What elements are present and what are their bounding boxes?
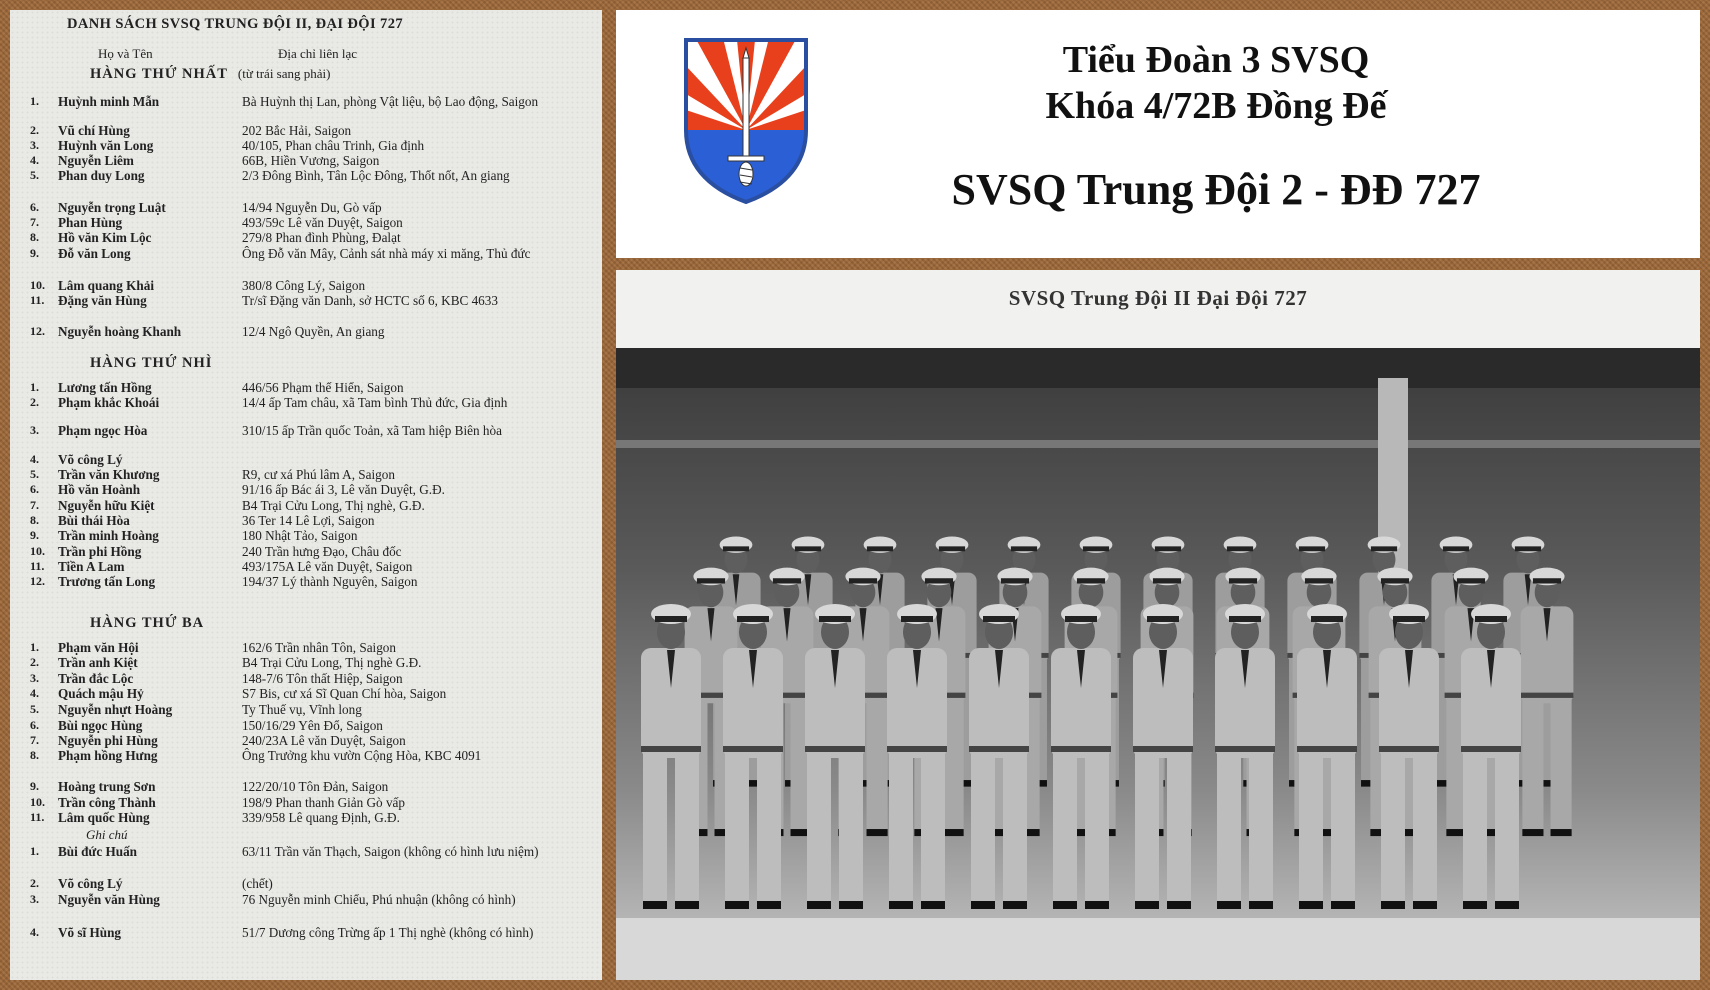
row-number: 5. (30, 702, 39, 716)
row-number: 2. (30, 876, 39, 890)
notes-heading: Ghi chú (86, 827, 128, 842)
cadet-name: Phạm khắc Khoái (58, 395, 160, 410)
cadet-name: Võ công Lý (58, 876, 123, 891)
row-number: 10. (30, 544, 45, 558)
cadet-name: Vũ chí Hùng (58, 123, 130, 138)
section-heading (90, 355, 212, 372)
contact-address: R9, cư xá Phú lâm A, Saigon (242, 467, 395, 482)
cadet-name: Trần phi Hồng (58, 544, 142, 559)
cadet-name: Phạm hồng Hưng (58, 748, 158, 763)
section-heading (90, 615, 204, 632)
contact-address: 12/4 Ngô Quyền, An giang (242, 324, 385, 339)
cadet-name: Nguyễn Liêm (58, 153, 134, 168)
cadet-name: Huỳnh minh Mẫn (58, 94, 160, 109)
row-number: 5. (30, 168, 39, 182)
cadet-name: Hoàng trung Sơn (58, 779, 156, 794)
cadet-name: Bùi ngọc Hùng (58, 718, 143, 733)
contact-address: 14/94 Nguyễn Du, Gò vấp (242, 200, 382, 215)
cadet-name: Trần minh Hoàng (58, 528, 159, 543)
contact-address: 194/37 Lý thành Nguyên, Saigon (242, 574, 418, 589)
contact-address: 180 Nhật Tảo, Saigon (242, 528, 358, 543)
row-number: 1. (30, 844, 39, 858)
roster-document (10, 10, 602, 980)
contact-address: Bà Huỳnh thị Lan, phòng Vật liệu, bộ Lao động, Saigon (242, 94, 539, 109)
cadet-name: Phạm ngọc Hòa (58, 423, 148, 438)
cadet-name: Lâm quang Khải (58, 278, 155, 293)
cadet-name: Võ sĩ Hùng (58, 925, 122, 940)
row-number: 4. (30, 153, 39, 167)
row-number: 7. (30, 733, 39, 747)
row-number: 6. (30, 482, 39, 496)
row-number: 4. (30, 686, 39, 700)
cadet-name: Nguyễn phi Hùng (58, 733, 158, 748)
contact-address: 380/8 Công Lý, Saigon (242, 278, 366, 293)
contact-address: 91/16 ấp Bác ái 3, Lê văn Duyệt, G.Đ. (242, 482, 445, 497)
roster-title: DANH SÁCH SVSQ TRUNG ĐỘI II, ĐẠI ĐỘI 727 (67, 16, 403, 32)
title-banner (616, 10, 1700, 258)
contact-address: Ty Thuế vụ, Vĩnh long (242, 702, 362, 717)
row-number: 12. (30, 574, 45, 588)
contact-address: 122/20/10 Tôn Đản, Saigon (242, 779, 389, 794)
contact-address: 279/8 Phan đình Phùng, Đalạt (242, 230, 401, 245)
group-photo-image (616, 348, 1700, 980)
section-title: HÀNG THỨ BA (90, 615, 205, 631)
cadet-name: Trần văn Khương (58, 467, 160, 482)
battalion-title: Tiểu Đoàn 3 SVSQ (1062, 39, 1370, 81)
section-note: (từ trái sang phải) (237, 66, 331, 81)
row-number: 11. (30, 559, 45, 573)
row-number: 10. (30, 795, 45, 809)
cadet-name: Phạm văn Hội (58, 640, 139, 655)
cadet-name: Nguyễn hoàng Khanh (58, 324, 182, 339)
contact-address: 51/7 Dương công Trừng ấp 1 Thị nghè (không có hình) (242, 925, 534, 940)
section-title: HÀNG THỨ NHẤT (90, 66, 228, 82)
cadet-name: Huỳnh văn Long (58, 138, 154, 153)
contact-address: 310/15 ấp Trần quốc Toản, xã Tam hiệp Biên hòa (242, 423, 502, 438)
contact-address: 446/56 Phạm thế Hiển, Saigon (242, 380, 404, 395)
contact-address: 40/105, Phan châu Trinh, Gia định (242, 138, 425, 153)
cadet-name: Trương tấn Long (58, 574, 156, 589)
cadet-name: Nguyễn hữu Kiệt (58, 498, 155, 513)
row-number: 3. (30, 423, 39, 437)
row-number: 8. (30, 513, 39, 527)
cadet-name: Phan duy Long (58, 168, 145, 183)
contact-address: 162/6 Trần nhân Tôn, Saigon (242, 640, 396, 655)
row-number: 6. (30, 718, 39, 732)
contact-address: 66B, Hiền Vương, Saigon (242, 153, 380, 168)
contact-address: 14/4 ấp Tam châu, xã Tam bình Thủ đức, Gia định (242, 395, 508, 410)
contact-address: 2/3 Đông Bình, Tân Lộc Đông, Thốt nốt, An giang (242, 168, 510, 183)
cadet-name: Nguyễn văn Hùng (58, 892, 160, 907)
row-number: 4. (30, 925, 39, 939)
contact-address: 150/16/29 Yên Đổ, Saigon (242, 718, 383, 733)
cadet-name: Hồ văn Hoành (58, 482, 141, 497)
contact-address: Tr/sĩ Đặng văn Danh, sở HCTC số 6, KBC 4633 (242, 293, 498, 308)
row-number: 2. (30, 123, 39, 137)
cadet-name: Lương tấn Hồng (58, 380, 152, 395)
contact-address: Ông Đỗ văn Mây, Cảnh sát nhà máy xi măng, Thủ đức (242, 246, 531, 261)
contact-address: S7 Bis, cư xá Sĩ Quan Chí hòa, Saigon (242, 686, 447, 701)
cadet-name: Trần đắc Lộc (58, 671, 134, 686)
row-number: 8. (30, 230, 39, 244)
cadet-name: Nguyễn trọng Luật (58, 200, 166, 215)
row-number: 9. (30, 528, 39, 542)
cadet-name: Bùi thái Hòa (58, 513, 130, 528)
cadet-name: Hồ văn Kim Lộc (58, 230, 152, 245)
cadet-name: Võ công Lý (58, 452, 123, 467)
row-number: 11. (30, 293, 45, 307)
column-name-header: Họ và Tên (98, 46, 153, 61)
row-number: 3. (30, 138, 39, 152)
row-number: 12. (30, 324, 45, 338)
unit-emblem-icon (676, 30, 816, 210)
column-address-header: Địa chỉ liên lạc (278, 46, 358, 61)
cadet-name: Bùi đức Huấn (58, 844, 138, 859)
cadet-name: Trần công Thành (58, 795, 156, 810)
contact-address: 63/11 Trần văn Thạch, Saigon (không có hình lưu niệm) (242, 844, 539, 859)
contact-address: 202 Bắc Hải, Saigon (242, 123, 352, 138)
row-number: 9. (30, 779, 39, 793)
row-number: 9. (30, 246, 39, 260)
cadet-name: Trần anh Kiệt (58, 655, 138, 670)
group-photo-panel (616, 270, 1700, 980)
contact-address: 148-7/6 Tôn thất Hiệp, Saigon (242, 671, 403, 686)
cadet-name: Lâm quốc Hùng (58, 810, 150, 825)
row-number: 10. (30, 278, 45, 292)
row-number: 1. (30, 640, 39, 654)
cadet-name: Đặng văn Hùng (58, 293, 147, 308)
contact-address: (chết) (242, 876, 273, 891)
platoon-title: SVSQ Trung Đội 2 - ĐĐ 727 (951, 165, 1481, 214)
row-number: 6. (30, 200, 39, 214)
course-title: Khóa 4/72B Đồng Đế (1045, 85, 1387, 127)
contact-address: 493/175A Lê văn Duyệt, Saigon (242, 559, 413, 574)
contact-address: 76 Nguyễn minh Chiểu, Phú nhuận (không có hình) (242, 892, 516, 907)
row-number: 2. (30, 395, 39, 409)
row-number: 3. (30, 892, 39, 906)
row-number: 4. (30, 452, 39, 466)
row-number: 7. (30, 498, 39, 512)
row-number: 1. (30, 94, 39, 108)
contact-address: 339/958 Lê quang Định, G.Đ. (242, 810, 400, 825)
cadet-name: Phan Hùng (58, 215, 123, 230)
section-heading (90, 66, 330, 83)
contact-address: B4 Trại Cửu Long, Thị nghè G.Đ. (242, 655, 422, 670)
cadet-name: Quách mậu Hỷ (58, 686, 144, 701)
contact-address: 198/9 Phan thanh Giản Gò vấp (242, 795, 405, 810)
row-number: 7. (30, 215, 39, 229)
row-number: 11. (30, 810, 45, 824)
contact-address: 36 Ter 14 Lê Lợi, Saigon (242, 513, 375, 528)
contact-address: 493/59c Lê văn Duyệt, Saigon (242, 215, 403, 230)
row-number: 8. (30, 748, 39, 762)
cadet-name: Nguyễn nhựt Hoàng (58, 702, 173, 717)
contact-address: 240/23A Lê văn Duyệt, Saigon (242, 733, 406, 748)
row-number: 1. (30, 380, 39, 394)
row-number: 3. (30, 671, 39, 685)
row-number: 5. (30, 467, 39, 481)
contact-address: B4 Trại Cửu Long, Thị nghè, G.Đ. (242, 498, 425, 513)
photo-caption: SVSQ Trung Đội II Đại Đội 727 (1008, 286, 1308, 310)
section-title: HÀNG THỨ NHÌ (90, 355, 213, 371)
cadet-name: Đỗ văn Long (58, 246, 131, 261)
contact-address: Ông Trưởng khu vườn Cộng Hòa, KBC 4091 (242, 748, 482, 763)
contact-address: 240 Trần hưng Đạo, Châu đốc (242, 544, 402, 559)
row-number: 2. (30, 655, 39, 669)
cadet-name: Tiền A Lam (58, 559, 125, 574)
